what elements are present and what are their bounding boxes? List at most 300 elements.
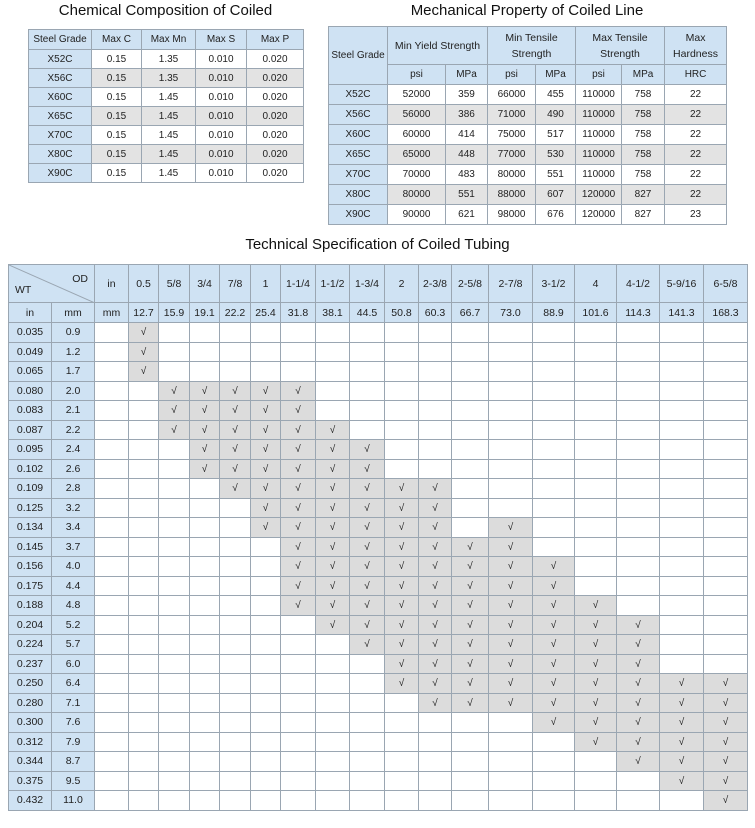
check-mark-icon: √	[550, 658, 557, 670]
availability-cell	[220, 420, 251, 440]
chem-column-header: Steel Grade	[29, 30, 92, 50]
availability-cell	[220, 537, 251, 557]
availability-cell	[159, 674, 190, 694]
availability-cell	[316, 440, 350, 460]
availability-cell	[489, 342, 533, 362]
wt-inch-cell: 0.145	[9, 537, 52, 557]
mech-value-cell: 110000	[576, 105, 622, 125]
availability-cell	[704, 713, 748, 733]
availability-cell	[575, 615, 617, 635]
availability-cell	[350, 732, 385, 752]
availability-cell	[489, 635, 533, 655]
check-mark-icon: √	[507, 639, 514, 651]
availability-cell	[129, 596, 159, 616]
wt-od-corner-header	[9, 265, 95, 303]
od-mm-header: 168.3	[704, 303, 748, 323]
availability-cell	[220, 479, 251, 499]
availability-cell	[129, 381, 159, 401]
blank-cell	[95, 420, 129, 440]
check-mark-icon: √	[364, 463, 370, 475]
wt-mm-cell: 2.8	[52, 479, 95, 499]
availability-cell	[704, 479, 748, 499]
table-row	[9, 518, 748, 538]
availability-cell	[129, 459, 159, 479]
availability-cell	[251, 498, 281, 518]
check-mark-icon: √	[295, 580, 301, 592]
availability-cell	[316, 635, 350, 655]
check-mark-icon: √	[432, 678, 438, 690]
availability-cell	[489, 420, 533, 440]
availability-cell	[190, 615, 220, 635]
availability-cell	[419, 381, 452, 401]
availability-cell	[220, 752, 251, 772]
od-inch-header: 2-7/8	[489, 265, 533, 303]
availability-cell	[251, 557, 281, 577]
check-mark-icon: √	[678, 678, 685, 690]
wt-mm-cell: 2.1	[52, 401, 95, 421]
availability-cell	[575, 732, 617, 752]
od-inch-header: 1	[251, 265, 281, 303]
blank-cell	[95, 752, 129, 772]
table-row	[9, 459, 748, 479]
check-mark-icon: √	[295, 463, 301, 475]
check-mark-icon: √	[507, 541, 514, 553]
availability-cell	[575, 791, 617, 811]
chem-value-cell: 0.010	[196, 107, 247, 126]
chem-value-cell: 1.35	[142, 69, 196, 88]
table-row	[9, 791, 748, 811]
blank-cell	[95, 381, 129, 401]
availability-cell	[316, 576, 350, 596]
availability-cell	[617, 498, 660, 518]
mech-unit-header: MPa	[622, 65, 665, 85]
availability-cell	[350, 771, 385, 791]
check-mark-icon: √	[140, 327, 147, 339]
blank-cell	[95, 557, 129, 577]
check-mark-icon: √	[262, 424, 269, 436]
check-mark-icon: √	[722, 717, 729, 729]
availability-cell	[660, 342, 704, 362]
table-row	[9, 576, 748, 596]
wt-inch-cell: 0.300	[9, 713, 52, 733]
availability-cell	[316, 693, 350, 713]
availability-cell	[419, 498, 452, 518]
table-row	[9, 342, 748, 362]
availability-cell	[575, 440, 617, 460]
availability-cell	[159, 381, 190, 401]
chem-value-cell: 0.020	[247, 145, 304, 164]
availability-cell	[281, 518, 316, 538]
availability-cell	[251, 381, 281, 401]
check-mark-icon: √	[550, 678, 557, 690]
availability-cell	[575, 576, 617, 596]
availability-cell	[220, 674, 251, 694]
od-inch-header: 5/8	[159, 265, 190, 303]
table-row	[9, 693, 748, 713]
availability-cell	[617, 674, 660, 694]
availability-cell	[533, 518, 575, 538]
check-mark-icon: √	[329, 619, 336, 631]
availability-cell	[129, 771, 159, 791]
check-mark-icon: √	[262, 405, 269, 417]
check-mark-icon: √	[678, 756, 685, 768]
availability-cell	[575, 459, 617, 479]
blank-cell	[95, 732, 129, 752]
blank-cell	[95, 596, 129, 616]
table-row	[9, 732, 748, 752]
availability-cell	[617, 752, 660, 772]
mech-value-cell: 80000	[388, 185, 446, 205]
availability-cell	[385, 537, 419, 557]
availability-cell	[190, 693, 220, 713]
steel-grade-cell: X90C	[329, 205, 388, 225]
od-inch-header: 2-3/8	[419, 265, 452, 303]
availability-cell	[489, 596, 533, 616]
availability-cell	[350, 479, 385, 499]
check-mark-icon: √	[398, 580, 405, 592]
check-mark-icon: √	[432, 483, 438, 495]
wt-inch-cell: 0.065	[9, 362, 52, 382]
technical-specification-title: Technical Specification of Coiled Tubing	[245, 236, 510, 253]
check-mark-icon: √	[432, 600, 438, 612]
chem-value-cell: 1.45	[142, 88, 196, 107]
availability-cell	[704, 791, 748, 811]
availability-cell	[660, 420, 704, 440]
wt-inch-cell: 0.083	[9, 401, 52, 421]
availability-cell	[704, 732, 748, 752]
availability-cell	[251, 362, 281, 382]
check-mark-icon: √	[722, 775, 729, 787]
check-mark-icon: √	[467, 697, 473, 709]
availability-cell	[533, 674, 575, 694]
availability-cell	[316, 498, 350, 518]
availability-cell	[129, 752, 159, 772]
availability-cell	[660, 323, 704, 343]
wt-mm-cell: 2.2	[52, 420, 95, 440]
table-row	[29, 50, 304, 69]
check-mark-icon: √	[432, 541, 438, 553]
availability-cell	[533, 440, 575, 460]
availability-cell	[350, 635, 385, 655]
check-mark-icon: √	[295, 600, 301, 612]
availability-cell	[350, 674, 385, 694]
availability-cell	[575, 498, 617, 518]
availability-cell	[419, 518, 452, 538]
check-mark-icon: √	[329, 561, 336, 573]
availability-cell	[281, 674, 316, 694]
blank-cell	[95, 771, 129, 791]
availability-cell	[316, 732, 350, 752]
table-row	[9, 635, 748, 655]
availability-cell	[350, 615, 385, 635]
availability-cell	[159, 420, 190, 440]
availability-cell	[251, 771, 281, 791]
check-mark-icon: √	[592, 658, 599, 670]
availability-cell	[129, 362, 159, 382]
availability-cell	[419, 459, 452, 479]
wt-label: WT	[15, 284, 32, 296]
table-row	[9, 674, 748, 694]
check-mark-icon: √	[232, 424, 238, 436]
availability-cell	[489, 732, 533, 752]
availability-cell	[452, 381, 489, 401]
blank-cell	[95, 440, 129, 460]
table-row	[329, 145, 727, 165]
availability-cell	[617, 381, 660, 401]
blank-cell	[95, 713, 129, 733]
check-mark-icon: √	[592, 717, 599, 729]
availability-cell	[385, 401, 419, 421]
od-inch-header: 3/4	[190, 265, 220, 303]
steel-grade-cell: X90C	[29, 164, 92, 183]
check-mark-icon: √	[201, 463, 208, 475]
check-mark-icon: √	[329, 483, 336, 495]
availability-cell	[489, 576, 533, 596]
chem-value-cell: 0.020	[247, 107, 304, 126]
wt-mm-cell: 3.2	[52, 498, 95, 518]
availability-cell	[281, 362, 316, 382]
mech-value-cell: 386	[446, 105, 488, 125]
availability-cell	[575, 479, 617, 499]
availability-cell	[617, 771, 660, 791]
wt-mm-cell: 4.8	[52, 596, 95, 616]
check-mark-icon: √	[364, 600, 370, 612]
availability-cell	[452, 674, 489, 694]
wt-inch-cell: 0.224	[9, 635, 52, 655]
chem-value-cell: 0.020	[247, 164, 304, 183]
availability-cell	[316, 323, 350, 343]
mechanical-property-table	[328, 26, 727, 225]
table-row	[9, 323, 748, 343]
availability-cell	[220, 557, 251, 577]
availability-cell	[190, 713, 220, 733]
wt-inch-cell: 0.125	[9, 498, 52, 518]
check-mark-icon: √	[295, 522, 301, 534]
availability-cell	[385, 791, 419, 811]
check-mark-icon: √	[635, 678, 641, 690]
availability-cell	[489, 713, 533, 733]
availability-cell	[660, 771, 704, 791]
availability-cell	[704, 440, 748, 460]
availability-cell	[385, 479, 419, 499]
availability-cell	[316, 362, 350, 382]
mech-value-cell: 23	[665, 205, 727, 225]
availability-cell	[190, 732, 220, 752]
availability-cell	[660, 362, 704, 382]
availability-cell	[190, 401, 220, 421]
check-mark-icon: √	[467, 639, 473, 651]
check-mark-icon: √	[262, 463, 269, 475]
availability-cell	[316, 596, 350, 616]
chem-value-cell: 1.45	[142, 107, 196, 126]
availability-cell	[220, 576, 251, 596]
availability-cell	[533, 498, 575, 518]
availability-cell	[350, 498, 385, 518]
availability-cell	[385, 342, 419, 362]
availability-cell	[419, 362, 452, 382]
check-mark-icon: √	[635, 697, 641, 709]
availability-cell	[190, 440, 220, 460]
availability-cell	[385, 323, 419, 343]
availability-cell	[220, 713, 251, 733]
mech-value-cell: 551	[536, 165, 576, 185]
mech-unit-header: psi	[576, 65, 622, 85]
availability-cell	[575, 518, 617, 538]
steel-grade-cell: X65C	[329, 145, 388, 165]
availability-cell	[575, 420, 617, 440]
check-mark-icon: √	[329, 444, 336, 456]
check-mark-icon: √	[432, 619, 438, 631]
table-row	[29, 88, 304, 107]
wt-mm-cell: 5.2	[52, 615, 95, 635]
steel-grade-cell: X60C	[29, 88, 92, 107]
check-mark-icon: √	[364, 522, 370, 534]
mech-value-cell: 607	[536, 185, 576, 205]
availability-cell	[350, 752, 385, 772]
availability-cell	[660, 654, 704, 674]
mech-value-cell: 758	[622, 105, 665, 125]
availability-cell	[617, 479, 660, 499]
check-mark-icon: √	[432, 580, 438, 592]
od-mm-unit-header: mm	[95, 303, 129, 323]
availability-cell	[660, 713, 704, 733]
mech-value-cell: 551	[446, 185, 488, 205]
table-row	[329, 105, 727, 125]
check-mark-icon: √	[364, 483, 370, 495]
availability-cell	[281, 771, 316, 791]
availability-cell	[660, 752, 704, 772]
wt-mm-cell: 7.6	[52, 713, 95, 733]
availability-cell	[159, 654, 190, 674]
availability-cell	[533, 381, 575, 401]
wt-inch-cell: 0.432	[9, 791, 52, 811]
blank-cell	[95, 537, 129, 557]
check-mark-icon: √	[364, 561, 370, 573]
availability-cell	[220, 362, 251, 382]
chem-value-cell: 1.45	[142, 126, 196, 145]
availability-cell	[452, 596, 489, 616]
availability-cell	[533, 479, 575, 499]
availability-cell	[159, 498, 190, 518]
availability-cell	[251, 596, 281, 616]
availability-cell	[419, 557, 452, 577]
availability-cell	[419, 732, 452, 752]
table-row	[9, 498, 748, 518]
availability-cell	[452, 401, 489, 421]
check-mark-icon: √	[467, 658, 473, 670]
availability-cell	[704, 401, 748, 421]
availability-cell	[617, 440, 660, 460]
availability-cell	[316, 537, 350, 557]
availability-cell	[281, 615, 316, 635]
availability-cell	[419, 323, 452, 343]
availability-cell	[385, 752, 419, 772]
chem-value-cell: 0.15	[92, 126, 142, 145]
check-mark-icon: √	[398, 483, 405, 495]
availability-cell	[660, 479, 704, 499]
check-mark-icon: √	[635, 658, 641, 670]
availability-cell	[452, 479, 489, 499]
availability-cell	[220, 635, 251, 655]
availability-cell	[159, 557, 190, 577]
availability-cell	[316, 459, 350, 479]
availability-cell	[575, 381, 617, 401]
chem-value-cell: 0.010	[196, 164, 247, 183]
availability-cell	[419, 420, 452, 440]
availability-cell	[489, 381, 533, 401]
availability-cell	[251, 323, 281, 343]
availability-cell	[220, 732, 251, 752]
check-mark-icon: √	[592, 697, 599, 709]
availability-cell	[385, 518, 419, 538]
availability-cell	[489, 401, 533, 421]
mech-value-cell: 56000	[388, 105, 446, 125]
availability-cell	[129, 713, 159, 733]
check-mark-icon: √	[262, 502, 269, 514]
od-mm-header: 141.3	[660, 303, 704, 323]
table-row	[29, 145, 304, 164]
wt-mm-cell: 9.5	[52, 771, 95, 791]
availability-cell	[704, 342, 748, 362]
od-inch-header: 4	[575, 265, 617, 303]
check-mark-icon: √	[262, 522, 269, 534]
blank-cell	[95, 654, 129, 674]
availability-cell	[350, 420, 385, 440]
availability-cell	[452, 362, 489, 382]
availability-cell	[575, 654, 617, 674]
check-mark-icon: √	[295, 424, 301, 436]
od-mm-header: 15.9	[159, 303, 190, 323]
availability-cell	[220, 459, 251, 479]
availability-cell	[489, 362, 533, 382]
availability-cell	[281, 791, 316, 811]
check-mark-icon: √	[432, 639, 438, 651]
availability-cell	[251, 635, 281, 655]
availability-cell	[660, 693, 704, 713]
wt-inch-cell: 0.080	[9, 381, 52, 401]
availability-cell	[220, 518, 251, 538]
availability-cell	[316, 342, 350, 362]
table-row	[329, 205, 727, 225]
availability-cell	[316, 752, 350, 772]
availability-cell	[419, 615, 452, 635]
availability-cell	[190, 576, 220, 596]
availability-cell	[190, 596, 220, 616]
wt-inch-cell: 0.156	[9, 557, 52, 577]
availability-cell	[533, 342, 575, 362]
availability-cell	[350, 537, 385, 557]
availability-cell	[251, 518, 281, 538]
availability-cell	[129, 323, 159, 343]
availability-cell	[350, 596, 385, 616]
od-mm-header: 12.7	[129, 303, 159, 323]
availability-cell	[350, 654, 385, 674]
mech-unit-header: psi	[488, 65, 536, 85]
availability-cell	[190, 498, 220, 518]
availability-cell	[575, 557, 617, 577]
wt-mm-unit-header: mm	[52, 303, 95, 323]
availability-cell	[452, 693, 489, 713]
check-mark-icon: √	[364, 502, 370, 514]
check-mark-icon: √	[201, 405, 208, 417]
check-mark-icon: √	[592, 600, 599, 612]
availability-cell	[575, 596, 617, 616]
availability-cell	[251, 693, 281, 713]
mech-value-cell: 455	[536, 85, 576, 105]
availability-cell	[533, 752, 575, 772]
availability-cell	[617, 791, 660, 811]
mech-value-cell: 676	[536, 205, 576, 225]
